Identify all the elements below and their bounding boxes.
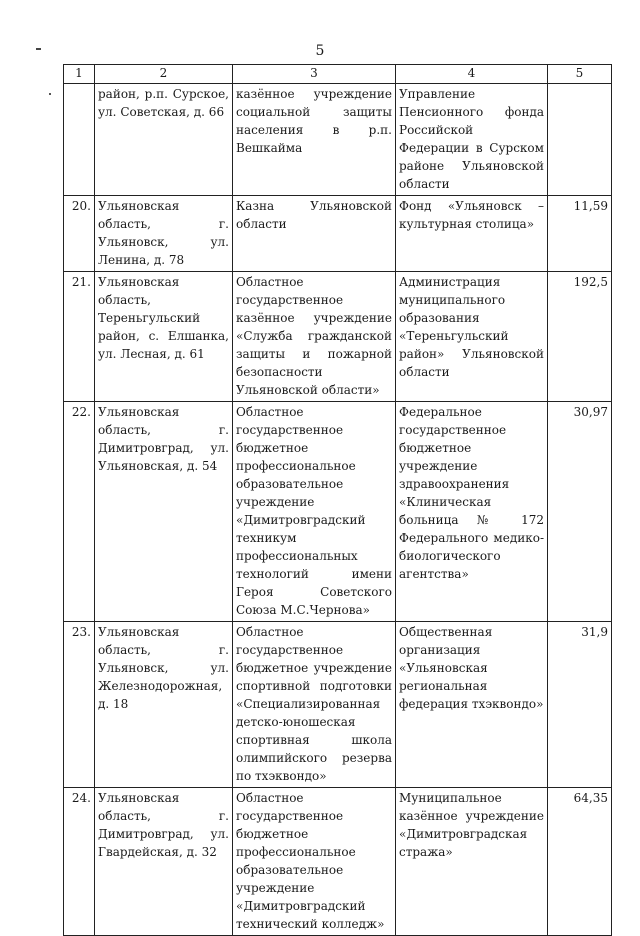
table-row	[64, 622, 612, 788]
object-address: Ульяновская область, г. Димитровград, ул. Гвардейская, д. 32	[95, 788, 233, 936]
table-row	[64, 402, 612, 622]
scan-mark	[36, 48, 41, 50]
current-holder: Казна Ульяновской области	[233, 196, 396, 272]
recipient: Фонд «Ульяновск – культурная столица»	[396, 196, 548, 272]
area-value	[548, 84, 612, 196]
row-number: 24.	[64, 788, 95, 936]
current-holder: Областное государственное бюджетное профессиональное образовательное учреждение «Димитровградский техникум профессиональных технологий имени Героя Советского Союза М.С.Чернова»	[233, 402, 396, 622]
column-header: 2	[95, 65, 233, 84]
recipient: Управление Пенсионного фонда Российской Федерации в Сурском районе Ульяновской области	[396, 84, 548, 196]
recipient: Администрация муниципального образования «Тереньгульский район» Ульяновской области	[396, 272, 548, 402]
area-value: 30,97	[548, 402, 612, 622]
current-holder: казённое учреждение социальной защиты населения в р.п. Вешкайма	[233, 84, 396, 196]
object-address: район, р.п. Сурское, ул. Советская, д. 66	[95, 84, 233, 196]
row-number: 21.	[64, 272, 95, 402]
column-header: 1	[64, 65, 95, 84]
table-header-row	[64, 65, 612, 84]
page-number: 5	[315, 43, 325, 59]
row-number: 23.	[64, 622, 95, 788]
recipient: Федеральное государственное бюджетное учреждение здравоохранения «Клиническая больница № 172 Федерального медико-биологического агентства»	[396, 402, 548, 622]
property-table	[63, 64, 612, 936]
row-number: 22.	[64, 402, 95, 622]
table-row	[64, 196, 612, 272]
scan-mark	[49, 93, 51, 95]
table-row	[64, 272, 612, 402]
area-value: 31,9	[548, 622, 612, 788]
current-holder: Областное государственное бюджетное учреждение спортивной подготовки «Специализированная детско-юношеская спортивная школа олимпийского резерва по тхэквондо»	[233, 622, 396, 788]
current-holder: Областное государственное казённое учреждение «Служба гражданской защиты и пожарной безопасности Ульяновской области»	[233, 272, 396, 402]
object-address: Ульяновская область, г. Димитровград, ул. Ульяновская, д. 54	[95, 402, 233, 622]
row-number	[64, 84, 95, 196]
recipient: Муниципальное казённое учреждение «Димитровградская стража»	[396, 788, 548, 936]
column-header: 4	[396, 65, 548, 84]
area-value: 11,59	[548, 196, 612, 272]
object-address: Ульяновская область, г. Ульяновск, ул. Железнодорожная, д. 18	[95, 622, 233, 788]
table-row	[64, 788, 612, 936]
area-value: 64,35	[548, 788, 612, 936]
row-number: 20.	[64, 196, 95, 272]
current-holder: Областное государственное бюджетное профессиональное образовательное учреждение «Димитровградский технический колледж»	[233, 788, 396, 936]
recipient: Общественная организация «Ульяновская региональная федерация тхэквондо»	[396, 622, 548, 788]
column-header: 3	[233, 65, 396, 84]
column-header: 5	[548, 65, 612, 84]
object-address: Ульяновская область, г. Ульяновск, ул. Ленина, д. 78	[95, 196, 233, 272]
object-address: Ульяновская область, Тереньгульский район, с. Елшанка, ул. Лесная, д. 61	[95, 272, 233, 402]
area-value: 192,5	[548, 272, 612, 402]
table-row	[64, 84, 612, 196]
